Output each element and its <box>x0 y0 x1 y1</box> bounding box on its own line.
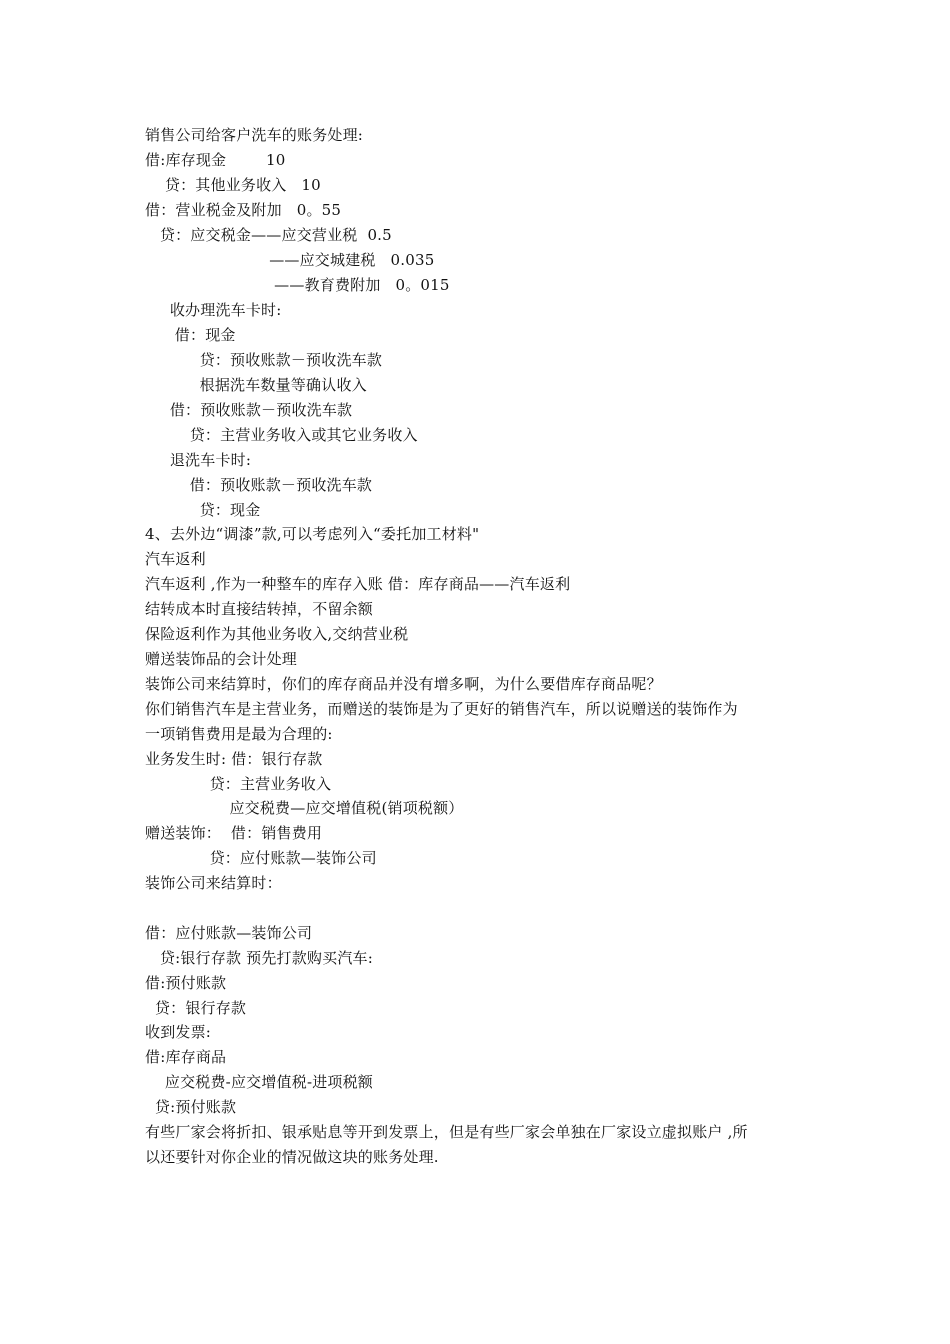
text-line: 贷:银行存款 预先打款购买汽车: <box>145 949 373 967</box>
text-line: 收到发票: <box>145 1023 212 1041</box>
text-line: 装饰公司来结算时，你们的库存商品并没有增多啊，为什么要借库存商品呢？ <box>145 675 662 693</box>
text-line: 贷:预付账款 <box>145 1098 237 1116</box>
text-line: 贷：现金 <box>145 501 261 519</box>
text-line: 应交税费—应交增值税(销项税额） <box>145 799 464 817</box>
text-line: 结转成本时直接结转掉，不留余额 <box>145 600 374 618</box>
text-line: 有些厂家会将折扣、银承贴息等开到发票上，但是有些厂家会单独在厂家设立虚拟账户 ,所 <box>145 1123 748 1141</box>
text-line: 汽车返利 ,作为一种整车的库存入账 借：库存商品——汽车返利 <box>145 575 571 593</box>
text-line: 业务发生时: 借：银行存款 <box>145 750 323 768</box>
text-line: 保险返利作为其他业务收入,交纳营业税 <box>145 625 409 643</box>
text-line: 汽车返利 <box>145 550 206 568</box>
text-line: 贷：其他业务收入 10 <box>145 176 321 194</box>
text-line: 收办理洗车卡时: <box>145 301 282 319</box>
text-line: 借:库存现金 10 <box>145 151 286 169</box>
text-line: 贷：主营业务收入或其它业务收入 <box>145 426 418 444</box>
text-line: 贷：应付账款—装饰公司 <box>145 849 377 867</box>
text-line: 借:预付账款 <box>145 974 227 992</box>
text-line: 贷：预收账款－预收洗车款 <box>145 351 383 369</box>
text-line: 4、去外边“调漆”款,可以考虑列入“委托加工材料" <box>145 525 480 543</box>
text-line: 借：预收账款－预收洗车款 <box>145 476 373 494</box>
text-line: 借：现金 <box>145 326 236 344</box>
text-line: 一项销售费用是最为合理的: <box>145 725 333 743</box>
text-line: 退洗车卡时: <box>145 451 252 469</box>
text-line: 装饰公司来结算时： <box>145 874 282 892</box>
text-line: 借：应付账款—装饰公司 <box>145 924 313 942</box>
text-line: 根据洗车数量等确认收入 <box>145 376 367 394</box>
text-line: 赠送装饰品的会计处理 <box>145 650 298 668</box>
text-line: 贷：主营业务收入 <box>145 775 332 793</box>
text-line: ——教育费附加 0。015 <box>145 276 450 294</box>
text-line: 销售公司给客户洗车的账务处理: <box>145 126 364 144</box>
text-line: 借:库存商品 <box>145 1048 227 1066</box>
text-line: 以还要针对你企业的情况做这块的账务处理. <box>145 1148 439 1166</box>
text-line: 贷：应交税金——应交营业税 0.5 <box>145 226 392 244</box>
text-line: 赠送装饰： 借：销售费用 <box>145 824 323 842</box>
text-line: 应交税费-应交增值税-进项税额 <box>145 1073 374 1091</box>
text-line: 贷：银行存款 <box>145 999 247 1017</box>
text-line: 借：预收账款－预收洗车款 <box>145 401 353 419</box>
text-line: 借：营业税金及附加 0。55 <box>145 201 342 219</box>
text-line: ——应交城建税 0.035 <box>145 251 435 269</box>
text-line: 你们销售汽车是主营业务，而赠送的装饰是为了更好的销售汽车，所以说赠送的装饰作为 <box>145 700 738 718</box>
